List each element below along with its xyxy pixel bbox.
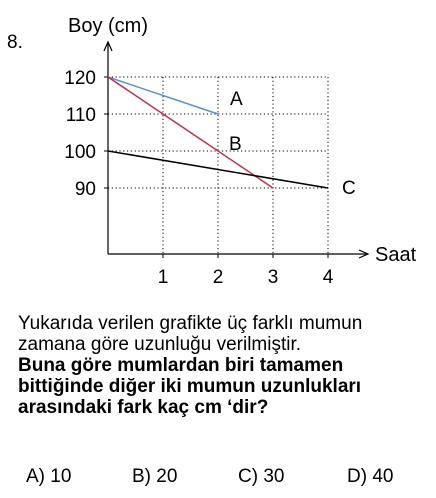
- question-body: [18, 313, 428, 418]
- y-tick-label: 120: [64, 68, 96, 89]
- x-axis-label: Saat: [375, 244, 417, 266]
- option-a[interactable]: A) 10: [26, 466, 72, 487]
- x-tick-label: 4: [322, 267, 334, 288]
- series-line-c: [108, 151, 328, 188]
- chart-grid: [108, 77, 328, 254]
- series-label-c: C: [342, 178, 356, 199]
- y-axis-label: Boy (cm): [68, 15, 148, 37]
- series-line-b: [108, 77, 273, 188]
- y-tick-label: 100: [64, 142, 96, 163]
- question-text: Yukarıda verilen grafikte üç farklı mumun zamana göre uzunluğu verilmiştir.: [18, 313, 363, 355]
- option-c[interactable]: C) 30: [238, 466, 285, 487]
- series-label-a: A: [230, 89, 243, 110]
- x-tick-label: 3: [267, 267, 279, 288]
- y-tick-label: 90: [74, 179, 96, 200]
- x-tick-label: 1: [157, 267, 169, 288]
- chart-ticks: [64, 68, 333, 288]
- option-d[interactable]: D) 40: [347, 466, 394, 487]
- chart-series: [108, 77, 356, 199]
- option-b[interactable]: B) 20: [132, 466, 178, 487]
- question-number: 8.: [7, 32, 23, 53]
- series-label-b: B: [229, 134, 242, 155]
- x-tick-label: 2: [212, 267, 224, 288]
- question-bold-text: Buna göre mumlardan biri tamamen bittiğinde diğer iki mumun uzunlukları arasındaki fark kaç cm ‘dir?: [18, 355, 362, 418]
- y-tick-label: 110: [65, 105, 96, 126]
